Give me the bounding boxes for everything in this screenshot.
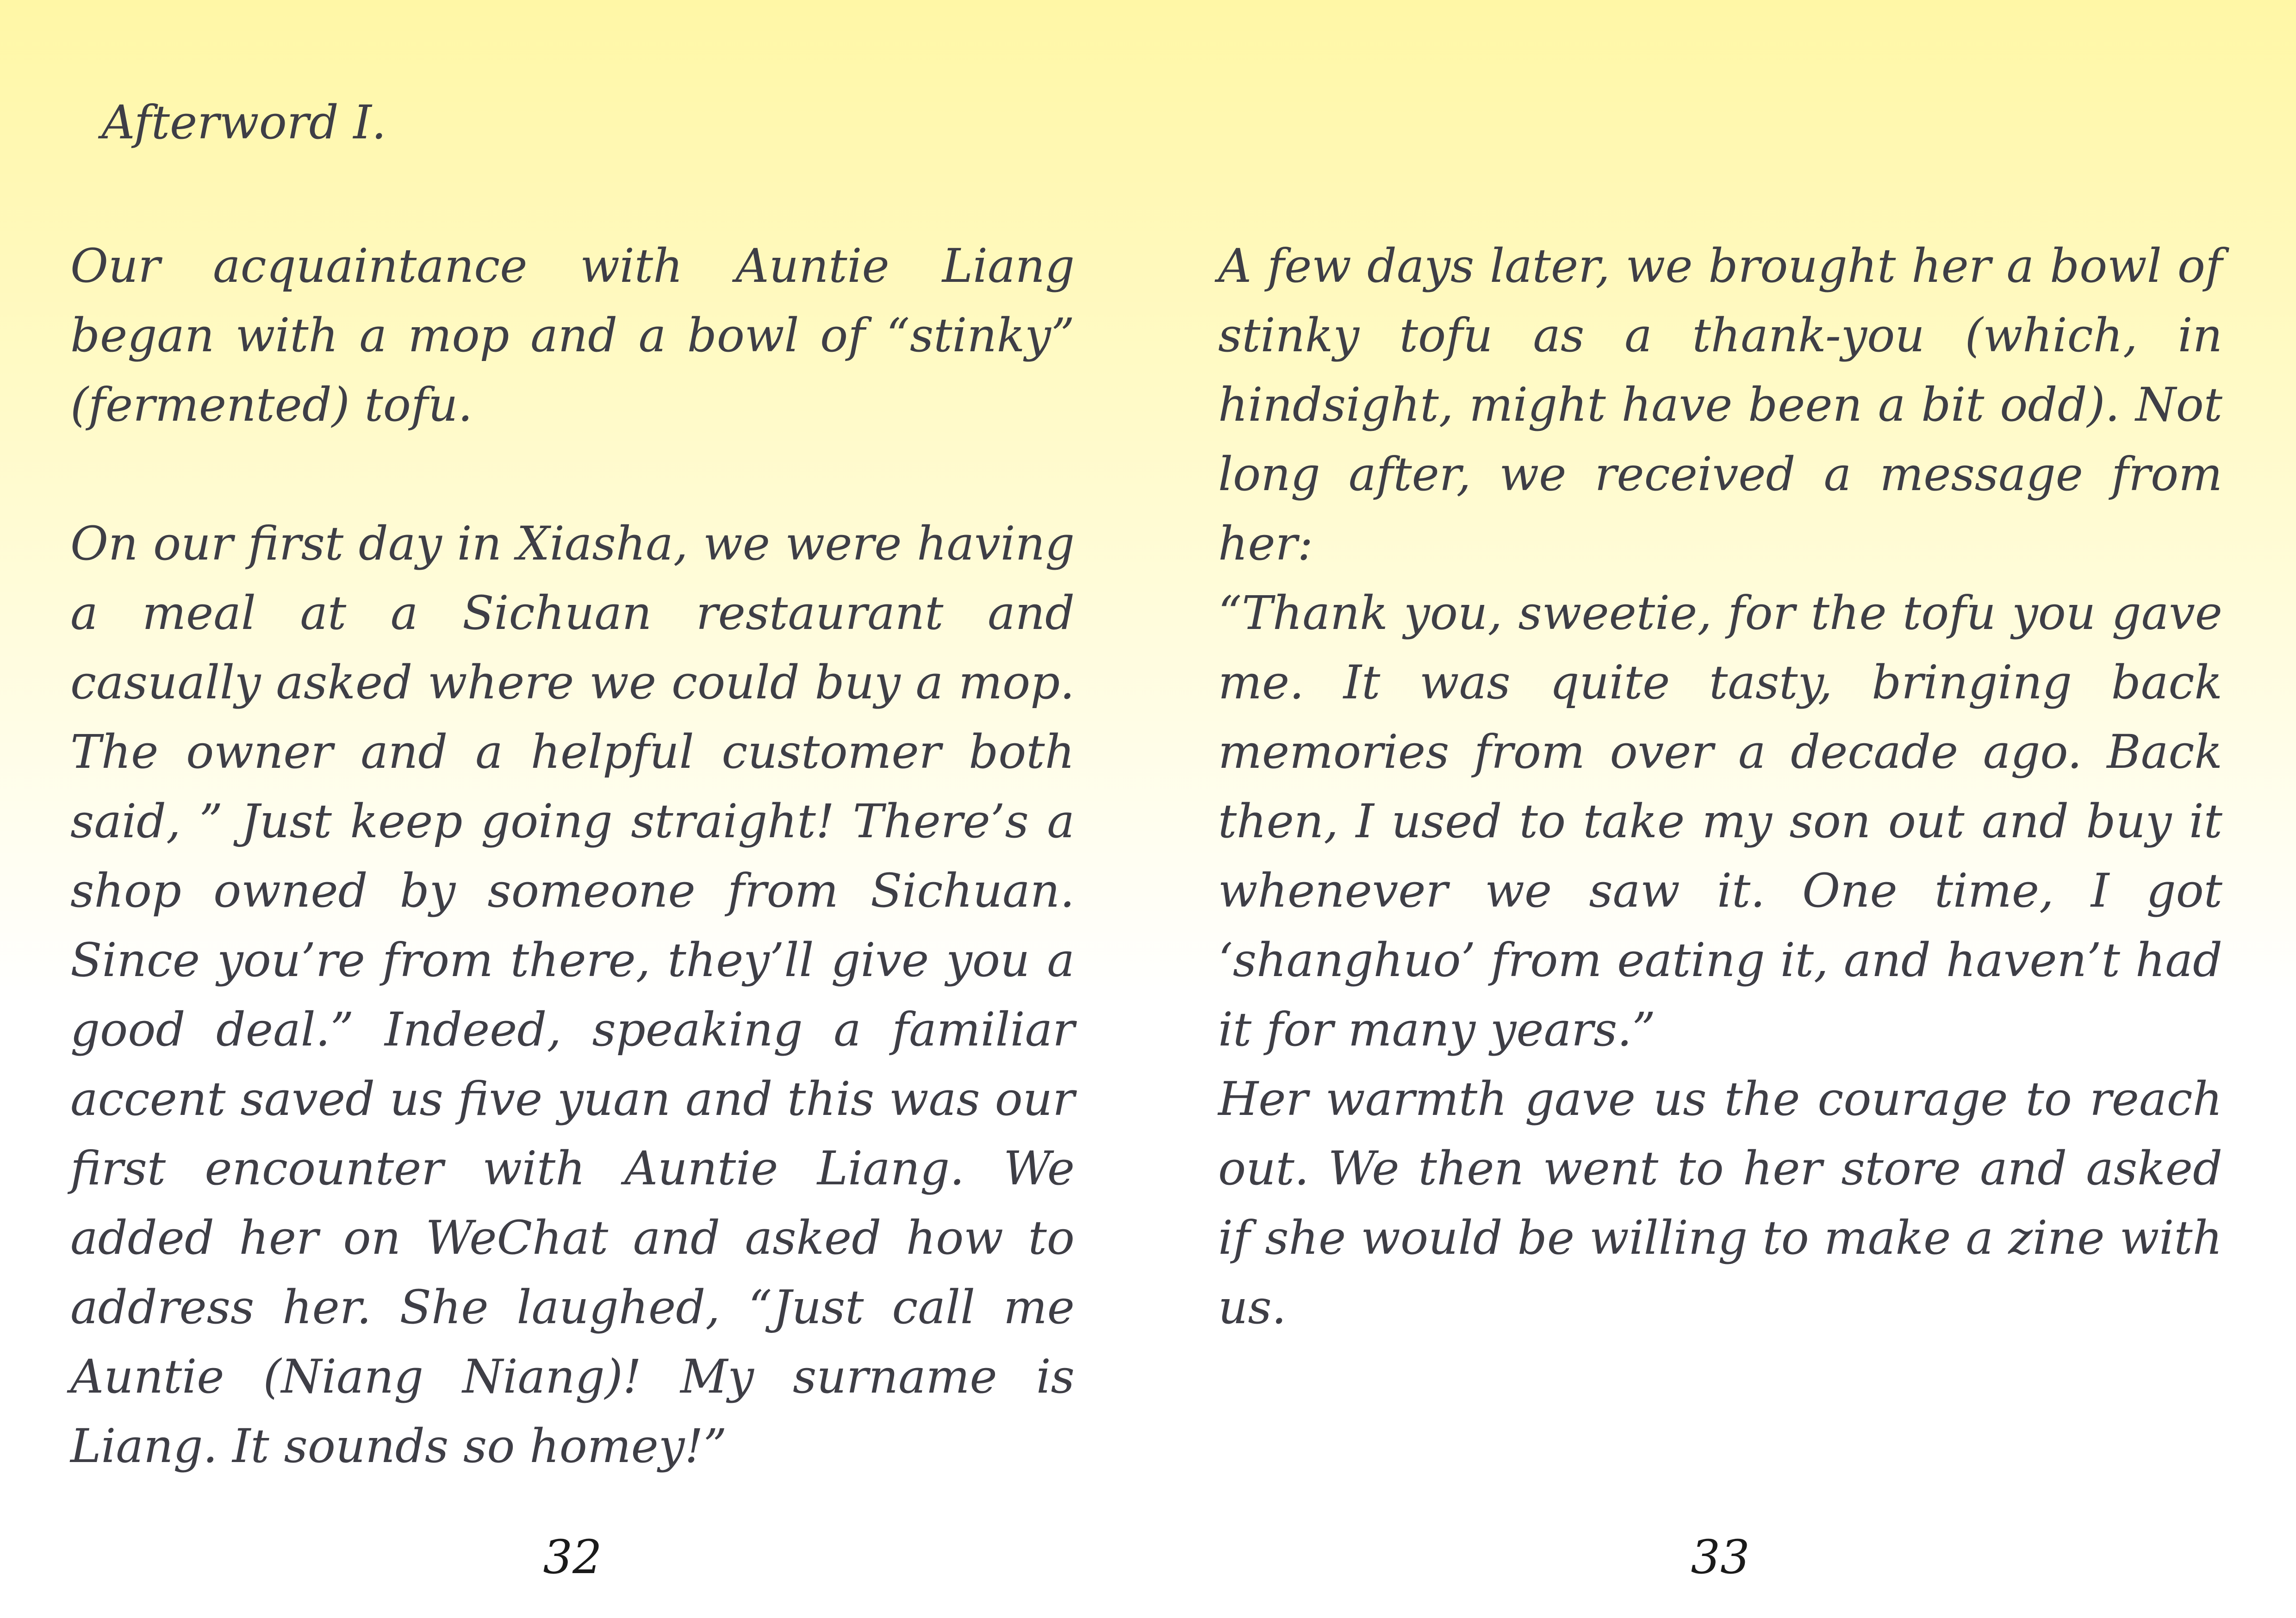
right-paragraph-3: Her warmth gave us the courage to reach out. We then went to her store and asked if she would be willing to make a zine with us. (1218, 1072, 2222, 1334)
afterword-heading-text: Afterword I. (101, 95, 386, 149)
left-page-number: 32 (543, 1530, 602, 1584)
left-paragraph-2: On our first day in Xiasha, we were having a meal at a Sichuan restaurant and casually asked where we could buy a mop. The owner and a helpful customer both said, ” Just keep going straight! There’s a shop owned by someone from Sichuan. Since you’re from there, they’ll give you a good deal.” Indeed, speaking a familiar accent saved us five yuan and this was our first encounter with Auntie Liang. We added her on WeChat and asked how to address her. She laughed, “Just call me Auntie (Niang Niang)! My surname is Liang. It sounds so homey!” (70, 517, 1075, 1473)
right-paragraph-2: “Thank you, sweetie, for the tofu you gave me. It was quite tasty, bringing back memories from over a decade ago. Back then, I used to take my son out and buy it whenever we saw it. One time, I got ‘shanghuo’ from eating it, and haven’t had it for many years.” (1218, 586, 2222, 1057)
right-page-number: 33 (1691, 1530, 1750, 1584)
afterword-heading (70, 93, 1075, 153)
right-paragraph-1: A few days later, we brought her a bowl of stinky tofu as a thank-you (which, in hindsight, might have been a bit odd). Not long after, we received a message from her: (1218, 239, 2222, 571)
left-paragraph-1: Our acquaintance with Auntie Liang began with a mop and a bowl of “stinky” (fermented) tofu. (70, 239, 1075, 432)
left-page (70, 0, 1075, 1618)
right-page (1218, 0, 2222, 1618)
